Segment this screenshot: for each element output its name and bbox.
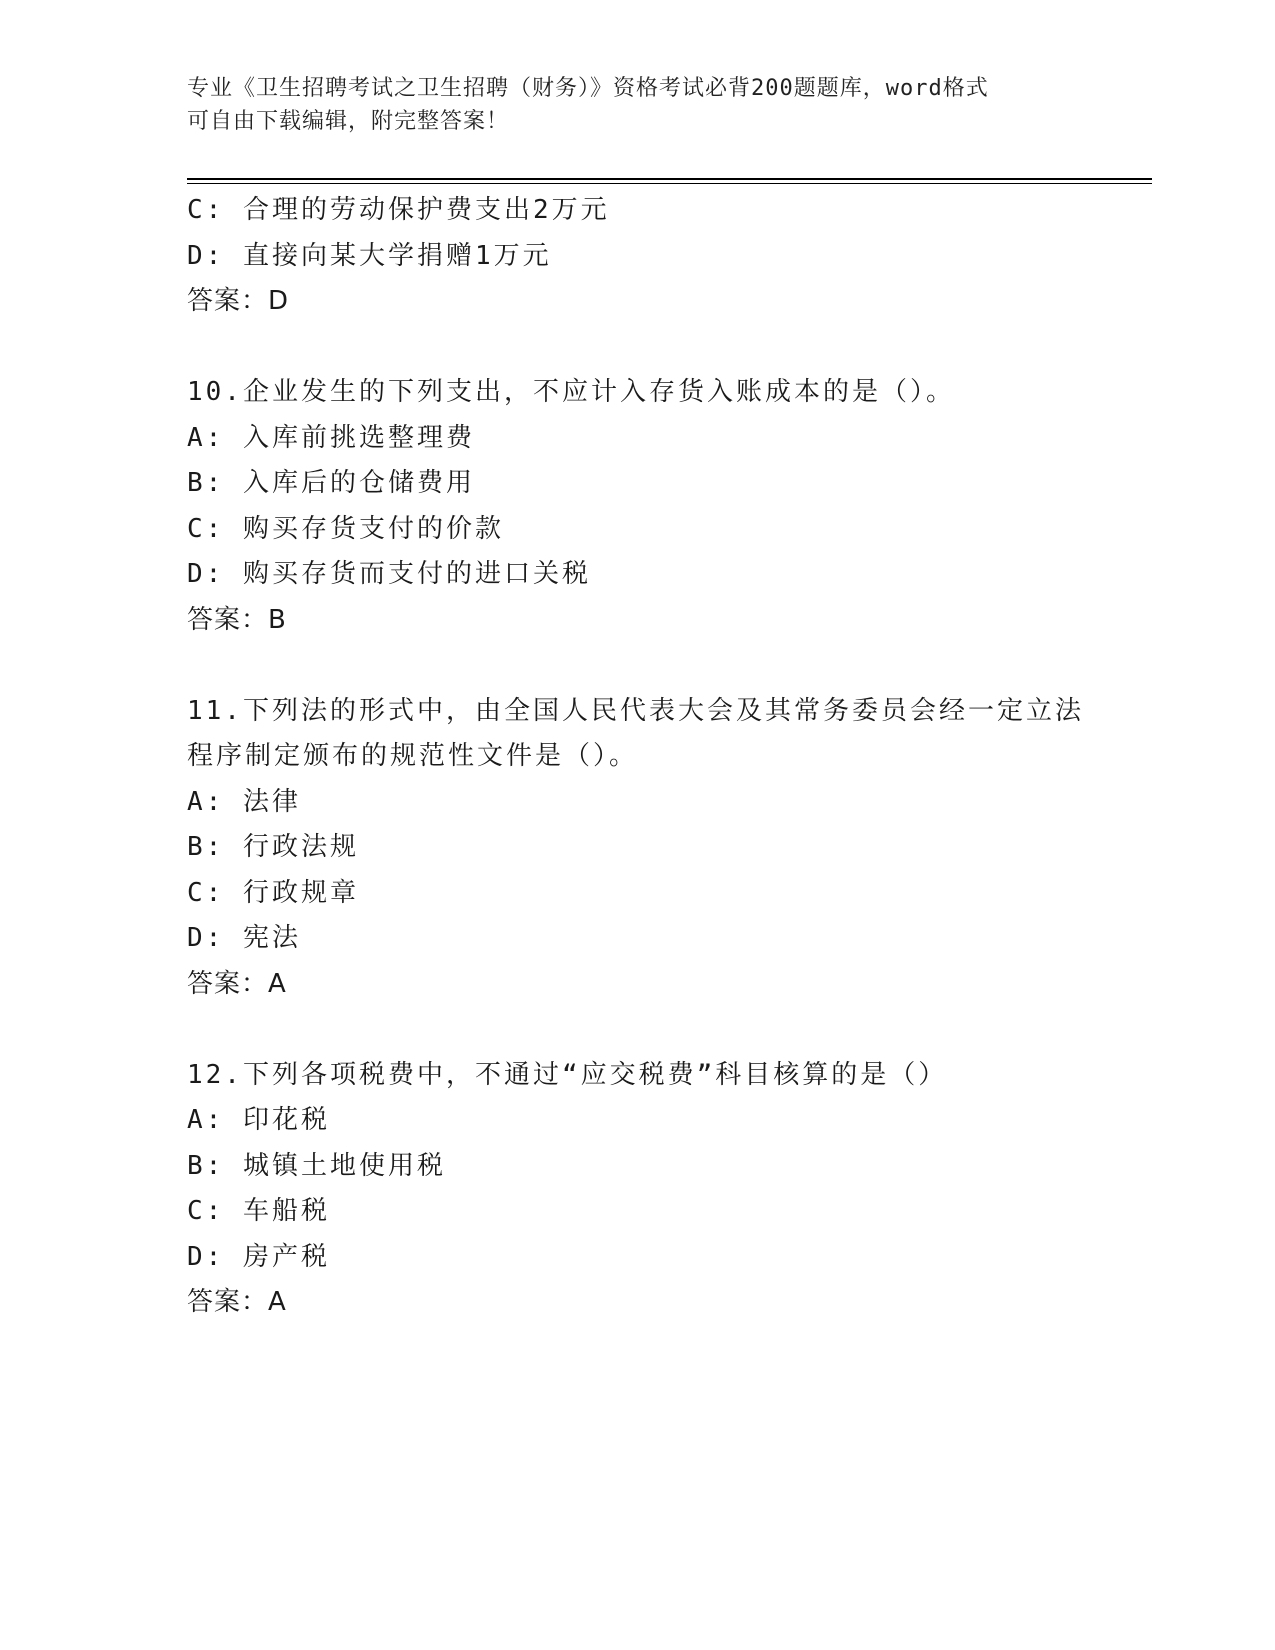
answer-line: 答案：A: [187, 1287, 287, 1317]
answer-line: 答案：B: [187, 604, 287, 635]
answer-line: 答案：A: [187, 968, 287, 999]
question-text-line-1: 11.下列法的形式中，由全国人民代表大会及其常务委员会经一定立法: [187, 695, 1084, 726]
header-line-1: 专业《卫生招聘考试之卫生招聘（财务）》资格考试必背200题题库，word格式: [187, 76, 989, 101]
option-c: C: 车船税: [187, 1196, 330, 1226]
option-a: A: 印花税: [187, 1105, 330, 1135]
option-c: C: 合理的劳动保护费支出2万元: [187, 195, 610, 225]
option-b: B: 入库后的仓储费用: [187, 468, 475, 498]
option-b: B: 行政法规: [187, 832, 359, 862]
answer-line: 答案：D: [187, 286, 290, 316]
document-header: [187, 72, 1087, 138]
question-11: [187, 689, 1137, 1008]
question-text: 10.企业发生的下列支出，不应计入存货入账成本的是（）。: [187, 377, 955, 407]
option-d: D: 房产税: [187, 1241, 330, 1272]
header-rule-thin: [187, 183, 1152, 184]
option-b: B: 城镇土地使用税: [187, 1150, 446, 1181]
question-continued: [187, 188, 1137, 325]
option-d: D: 宪法: [187, 923, 301, 953]
option-c: C: 行政规章: [187, 877, 359, 908]
spacer: [187, 1007, 1137, 1053]
option-a: A: 法律: [187, 786, 301, 817]
header-rule-thick: [187, 178, 1152, 180]
spacer: [187, 325, 1137, 371]
document-body: [187, 188, 1137, 1326]
question-10: [187, 370, 1137, 643]
question-text: 12.下列各项税费中，不通过“应交税费”科目核算的是（）: [187, 1059, 948, 1090]
header-line-2: 可自由下载编辑，附完整答案！: [187, 109, 510, 134]
option-a: A: 入库前挑选整理费: [187, 422, 475, 453]
spacer: [187, 643, 1137, 689]
option-d: D: 购买存货而支付的进口关税: [187, 559, 591, 589]
question-text-line-2: 程序制定颁布的规范性文件是（）。: [187, 741, 639, 771]
option-d: D: 直接向某大学捐赠1万元: [187, 240, 552, 271]
option-c: C: 购买存货支付的价款: [187, 513, 504, 544]
question-12: [187, 1053, 1137, 1326]
